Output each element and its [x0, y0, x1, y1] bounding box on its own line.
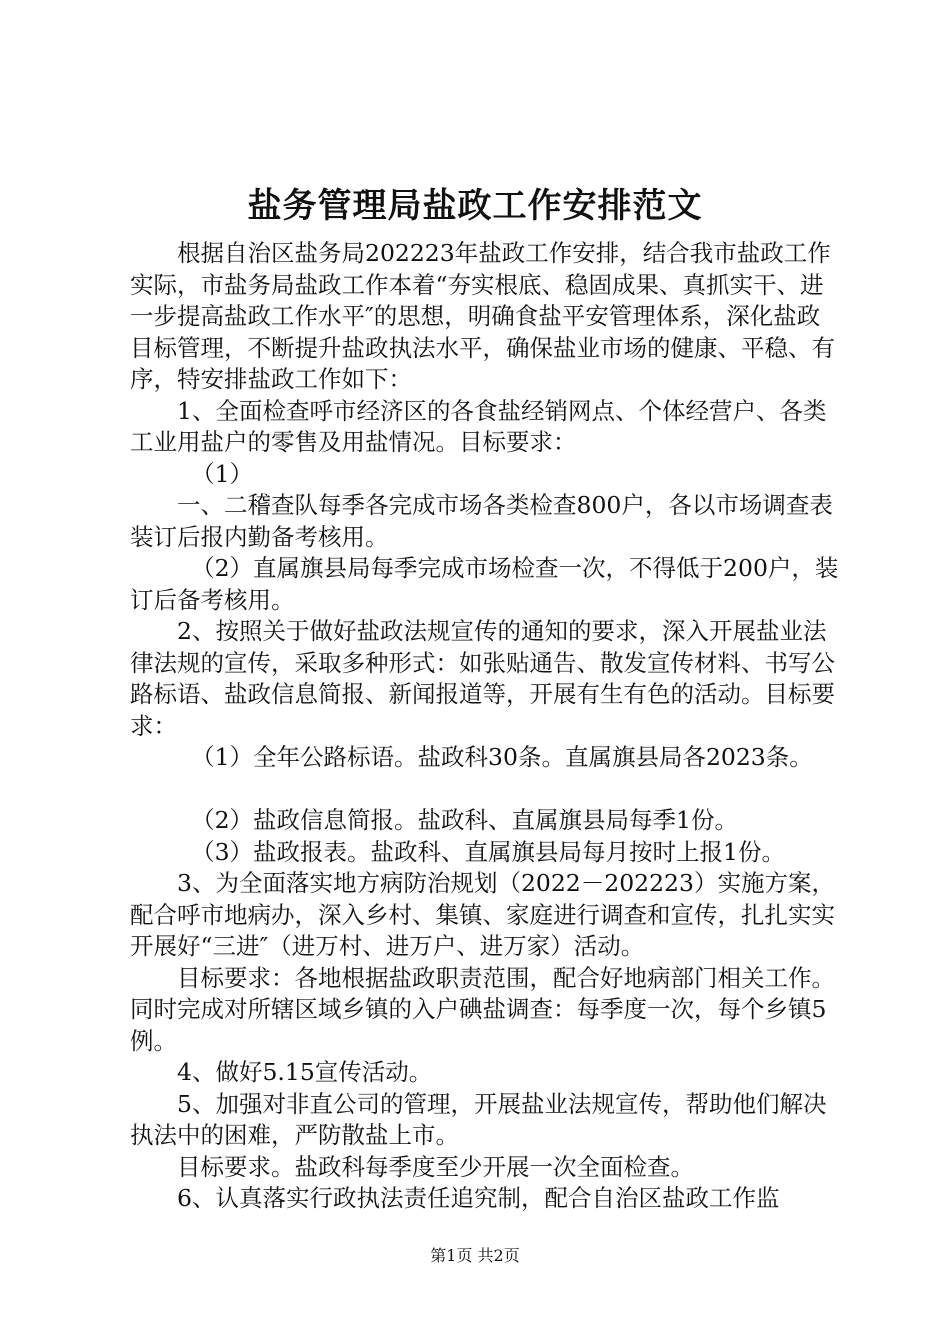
paragraph-item-1-sub-1: （1）	[191, 459, 254, 488]
paragraph-intro: 根据自治区盐务局202223年盐政工作安排，结合我市盐政工作实际，市盐务局盐政工作本着“夯实根底、稳固成果、真抓实干、进一步提高盐政工作水平″的思想，明确食盐平安管理体系，深化盐政目标管理，不断提升盐政执法水平，确保盐业市场的健康、平稳、有序，特安排盐政工作如下：	[130, 239, 835, 393]
paragraph-item-1-sub-1-text: 一、二稽查队每季各完成市场各类检查800户，各以市场调查表装订后报内勤备考核用。	[130, 491, 833, 551]
paragraph-item-1-sub-2: （2）直属旗县局每季完成市场检查一次，不得低于200户，装订后备考核用。	[130, 554, 839, 614]
paragraph-item-2-sub-1: （1）全年公路标语。盐政科30条。直属旗县局各2023条。	[191, 743, 813, 771]
paragraph-item-4: 4、做好5.15宣传活动。	[177, 1058, 433, 1086]
document-title: 盐务管理局盐政工作安排范文	[247, 186, 703, 226]
paragraph-item-2-sub-2: （2）盐政信息简报。盐政科、直属旗县局每季1份。	[191, 806, 738, 834]
paragraph-item-3-goal: 目标要求：各地根据盐政职责范围，配合好地病部门相关工作。同时完成对所辖区域乡镇的入户碘盐调查：每季度一次，每个乡镇5例。	[130, 963, 835, 1055]
paragraph-item-2: 2、按照关于做好盐政法规宣传的通知的要求，深入开展盐业法律法规的宣传，采取多种形式：如张贴通告、散发宣传材料、书写公路标语、盐政信息简报、新闻报道等，开展有生有色的活动。目标要求：	[130, 617, 835, 740]
paragraph-item-5-goal: 目标要求。盐政科每季度至少开展一次全面检查。	[177, 1152, 694, 1181]
paragraph-item-1: 1、全面检查呼市经济区的各食盐经销网点、个体经营户、各类工业用盐户的零售及用盐情况。目标要求：	[130, 396, 827, 456]
paragraph-item-5: 5、加强对非直公司的管理，开展盐业法规宣传，帮助他们解决执法中的困难，严防散盐上市。	[130, 1089, 827, 1149]
paragraph-item-3: 3、为全面落实地方病防治规划（2022－202223）实施方案，配合呼市地病办，深入乡村、集镇、家庭进行调查和宣传，扎扎实实开展好“三进″（进万村、进万户、进万家）活动。	[130, 869, 835, 960]
paragraph-item-6: 6、认真落实行政执法责任追究制，配合自治区盐政工作监	[177, 1184, 780, 1212]
page-footer: 第1页 共2页	[430, 1246, 520, 1265]
paragraph-item-2-sub-3: （3）盐政报表。盐政科、直属旗县局每月按时上报1份。	[191, 837, 785, 866]
document-body	[130, 238, 842, 1215]
